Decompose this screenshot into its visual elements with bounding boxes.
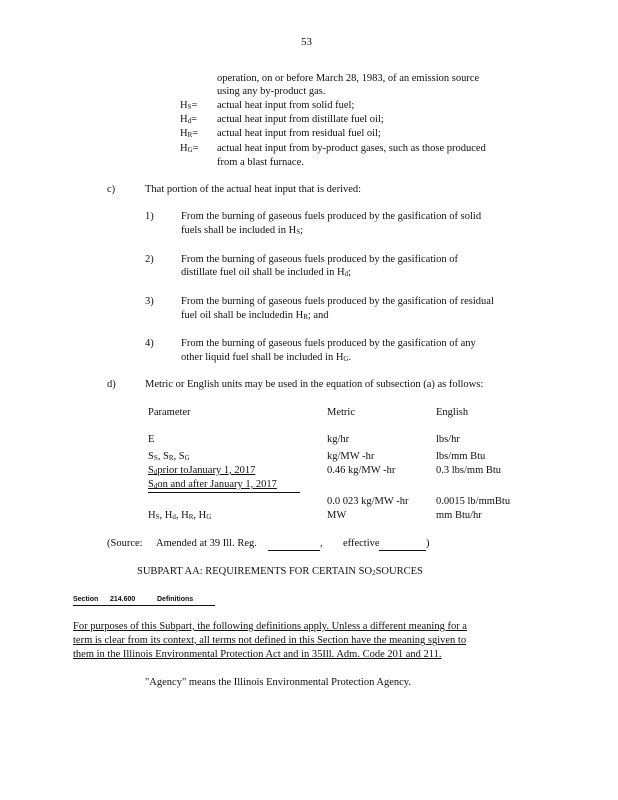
source-comma: , [320,538,323,549]
subitem-1-line-2: fuels shall be included in $H_S$; [181,225,304,236]
def-hs-symbol: $H_S=$ [180,100,198,111]
table-row-e-english: lbs/hr [436,434,460,445]
page-number: 53 [301,36,312,48]
table-row-h-english: mm Btu/hr [436,510,482,521]
subitem-3-line-2: fuel oil shall be includedin $H_R$; and [181,310,329,321]
table-row-s-english: lbs/mm Btu [436,451,486,462]
table-row-s-param: $S_S$, $S_R$, $S_G$ [148,451,190,462]
section-label: Section [73,596,99,603]
def-hr-text: actual heat input from residual fuel oil; [217,128,381,139]
subitem-1-line-1: From the burning of gaseous fuels produced by the gasification of solid [181,211,482,222]
subpart-heading: SUBPART AA: REQUIREMENTS FOR CERTAIN $SO_2SOURCES$ [137,566,423,577]
source-effective-blank [379,550,426,551]
table-header-english: English [436,407,469,418]
table-row-prior-param: $S_dprior$ toJanuary 1, 2017 [148,465,256,476]
def-hg-symbol: $H_G=$ [180,143,199,154]
table-row-e-metric: kg/hr [327,434,350,445]
def-hg-text: actual heat input from by-product gases, such as those produced [217,143,486,154]
source-reg-blank [268,550,320,551]
subitem-3-line-1: From the burning of gaseous fuels produced by the gasification of residual [181,296,494,307]
subitem-4-line-1: From the burning of gaseous fuels produced by the gasification of any [181,338,476,349]
def-hd-text: actual heat input from distillate fuel oil; [217,114,384,125]
subitem-4-line-2: other liquid fuel shall be included in $H_G$. [181,352,352,363]
table-row-after-param: $S_don$ and after January 1, 2017 [148,479,277,490]
source-close: ) [426,538,430,549]
purposes-line-1: For purposes of this Subpart, the following definitions apply. Unless a different meaning for a [73,621,467,632]
table-header-parameter: Parameter [148,407,191,418]
table-row-s-metric: kg/MW -hr [327,451,375,462]
def-hr-symbol: $H_R=$ [180,128,199,139]
section-heading-underline [73,605,215,606]
table-row-mval-metric: 0.0 023 kg/MW -hr [327,496,409,507]
subitem-2-number: 2) [145,254,154,265]
section-code: 214.600 [110,596,136,603]
def-hs-text: actual heat input from solid fuel; [217,100,355,111]
table-row-mval-english: 0.0015 lb/mmBtu [436,496,511,507]
subitem-3-number: 3) [145,296,154,307]
source-open: (Source: [107,538,143,549]
subitem-2-line-1: From the burning of gaseous fuels produced by the gasification of [181,254,459,265]
purposes-line-2: term is clear from its context, all terms not defined in this Section have the meaning sgiven to [73,635,467,646]
subitem-4-number: 4) [145,338,154,349]
def-hg-continuation: from a blast furnace. [217,157,304,168]
continuation-line-2: using any by-product gas. [217,86,326,97]
item-c-text: That portion of the actual heat input that is derived: [145,184,362,195]
subitem-2-line-2: distillate fuel oil shall be included in $H_d$; [181,267,352,278]
purposes-line-3: them in the Illinois Environmental Protection Act and in 35Ill. Adm. Code 201 and 211. [73,649,442,660]
table-header-metric: Metric [327,407,355,418]
table-row-h-param: $H_S$, $H_d$, $H_R$, $H_G$ [148,510,212,521]
table-row-after-underline [148,492,300,493]
section-title: Definitions [157,596,194,603]
table-row-prior-english: 0.3 lbs/mm Btu [436,465,502,476]
table-row-prior-metric: 0.46 kg/MW -hr [327,465,396,476]
table-row-h-metric: MW [327,510,347,521]
item-d-text: Metric or English units may be used in the equation of subsection (a) as follows: [145,379,484,390]
source-effective: effective [343,538,380,549]
item-c-label: c) [107,184,116,195]
source-amended: Amended at 39 Ill. Reg. [156,538,257,549]
continuation-line-1: operation, on or before March 28, 1983, of an emission source [217,73,480,84]
table-row-e-param: E [148,434,155,445]
def-hd-symbol: $H_d=$ [180,114,198,125]
item-d-label: d) [107,379,116,390]
agency-definition: "Agency" means the Illinois Environmental Protection Agency. [145,677,411,688]
subitem-1-number: 1) [145,211,154,222]
